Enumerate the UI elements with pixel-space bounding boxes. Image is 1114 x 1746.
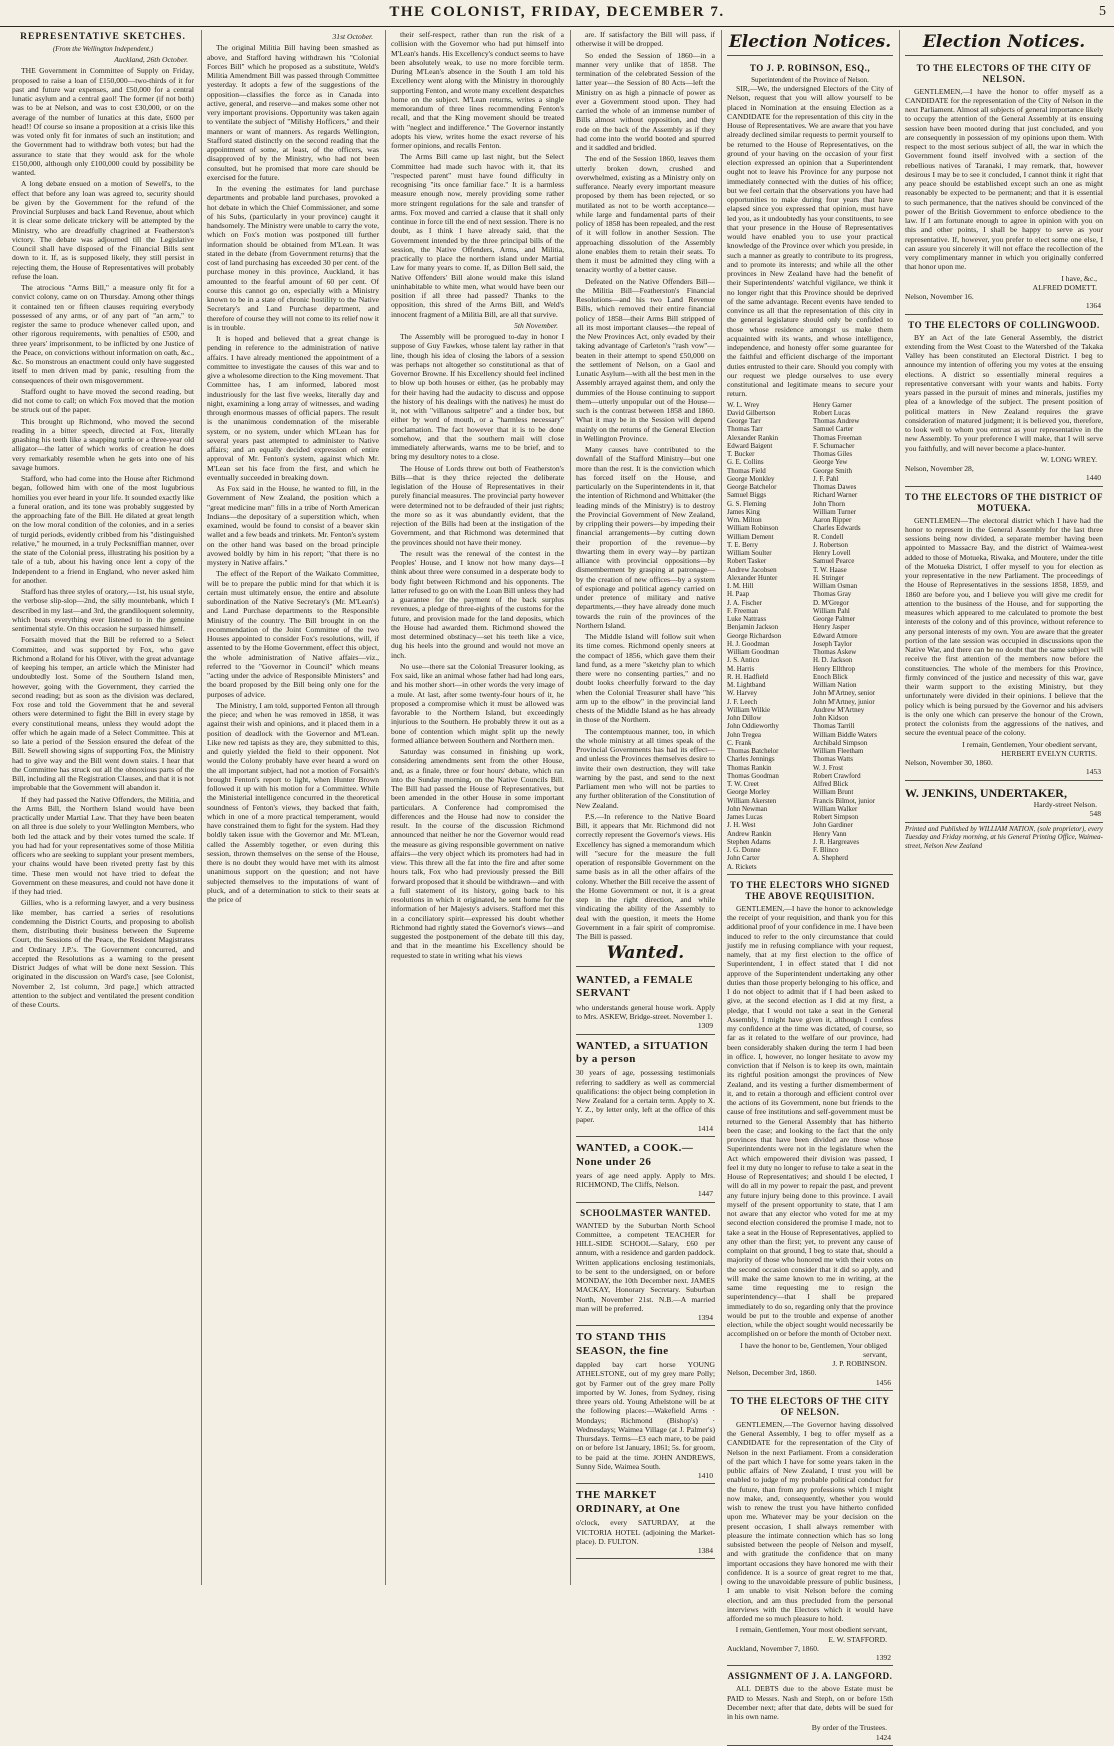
signatory-name: Stephen Adams (727, 837, 771, 846)
signatory-name: Benjamin Jackson (727, 623, 779, 632)
classified-ad (576, 1205, 715, 1327)
notice-signature: E. W. STAFFORD. (828, 1634, 887, 1644)
signatory-name: Charles Jennings (727, 755, 775, 764)
ad-title: WANTED, a SITUATION by a person (576, 1039, 709, 1065)
signatory-name: William Dement (727, 532, 774, 541)
paragraph: Saturday was consumed in finishing up work, considering amendments sent from the other House, and, as a finale, three or four hours' debate, which ran into the Sunday morning, on the Native Councils Bill. The Bill had passed the House of Representatives, but been amended in the other House in some important particulars. A Conference had compromised the differences and the House had now to consider the result. In the course of the discussion Richmond announced that neither he nor the Governor would read the measure as giving responsible government on native affairs—the very object which its promoters had had in view. This threw all the fat into the fire and after some hours talk, Fox who had previously pressed the Bill forward proposed that it should be withdrawn—and with a full statement of its history, going back to his resolutions in which it originated, he sent home for the information of her Majesty's advisers. Stafford met this in a conciliatory spirit—expressed his doubt whether Richmond had rightly stated the Governor's views—and suggested the postponement of the debate till this day, and that in the meantime his Excellency should be requested to state in writing what his views (391, 747, 564, 960)
signatory-name: David Gilbertson (727, 408, 776, 417)
signatory-name: Thomas Askew (813, 648, 857, 657)
column-rule (570, 30, 571, 1585)
notice-title: TO THE ELECTORS OF THE CITY OF NELSON. (916, 62, 1092, 84)
dateline: 5th November. (514, 320, 558, 330)
signatory-name: T. W. Creet (727, 780, 759, 789)
signatory-name: William Biddle Waters (813, 730, 877, 739)
signatory-name: Luke Nattrass (727, 615, 767, 624)
signatory-name: Robert Simpson (813, 813, 859, 822)
signatory-name: A. Rickets (727, 862, 757, 871)
signatory-name: John Gardiner (813, 821, 853, 830)
signatory-name: John Thorn (813, 499, 845, 508)
ad-text: WANTED by the Suburban North School Committee, a competent TEACHER for HILL-SIDE SCHOOL—Salary, £60 per annum, with a residence and garden paddock. Written applications enclosing testimonials, to be sent to the undersigned, on or before MONDAY, the 10th December next. JAMES MACKAY, Honorary Secretary. Suburban North, November 21st. N.B.—A married man will be preferred. (576, 1220, 715, 1313)
ad-text: 30 years of age, possessing testimonials referring to saddlery as well as commercial qualifications: the object being completion in New Zealand for a certain term. Apply to X. Y. Z., by letter only, left at the office of this paper. (576, 1068, 715, 1124)
notice-date: Nelson, November 28, (905, 464, 974, 474)
paragraph: The Assembly will be prorogued to-day in honor I suppose of Guy Fawkes, whose talent lay rather in that line, though his idea of closing the labors of a session was perhaps not altogether so constitutional as that of Governor Browne. If his Excellency should feel inclined to blow up both houses or either, (as he probably may for their having had the audacity to discuss and oppose the history of his dealings with the natives) he must do it, not with "villanous saltpetre" and a tinder box, but either by word of mouth, or a "harmless necessary" proclamation. The fact however that it is to be done somehow, and that the southern mail will close immediately afterwards, warns me to be brief, and to bring my desultory notes to a close. (391, 332, 564, 462)
signatory-name: H. Stringer (813, 573, 845, 582)
signatory-name: Henry Lovell (813, 549, 851, 558)
signatory-name: F. Freeman (727, 606, 759, 615)
ad-number: 548 (1089, 809, 1101, 819)
signatory-name: William Nation (813, 681, 857, 690)
signatory-name: William Turner (813, 507, 857, 516)
notice-title: TO THE ELECTORS OF THE DISTRICT OF MOTUEKA. (905, 491, 1103, 513)
signatory-name: H. D. Jackson (813, 656, 853, 665)
signatory-name: Robert Lucas (813, 408, 851, 417)
signatory-name: Samuel Pearce (813, 557, 855, 566)
signatory-name: George Morley (727, 788, 770, 797)
ad-number: 1394 (697, 1313, 713, 1323)
paragraph: No use—there sat the Colonial Treasurer looking, as Fox said, like an animal whose father had had long ears, and his mother short—in other words the very image of a mule. At last, after some twenty-four hours of it, he proposed a compromise which it must be allowed was favorable to the Northern Island, but exceedingly injurious to the Southern. He probably threw it out as a bone of contention which might split up the newly formed alliance between Southern and Northern men. (391, 661, 564, 745)
paragraph: The Arms Bill came up last night, but the Select Committee had made such havoc with it, that its "respected parent" must have found difficulty in recognising "its once familiar face." It is a harmless measure enough now, merely providing some rather more stringent regulations for the sale and transfer of arms. Fox moved and carried a clause that it shall only continue in force till the end of next session. There is no doubt, as I think I have already said, that the Government intended by the three principal bills of the session, the Native Offenders, Arms, and Militia, practically to place the northern island under Martial Law for many years to come. If, as Dillon Bell said, the Native Offenders' Bill alone would make this island uninhabitable to white men, what would have been our position if all three had passed? Thanks to the opposition, this shred of the Arms Bill, and Weld's innocent fragment of a Militia Bill, are all that survive. (391, 152, 564, 319)
paragraph: In the evening the estimates for land purchase departments and probable land purchases, provoked a hot debate in which the Chief Commissioner, and some of his Subs, (particularly in your province) caught it handsomely. The Ministry were unable to carry the vote, which on Fox's motion was postponed till further information should be obtained from M'Lean. It was stated in the debate (from Government returns) that the cost of land purchasing has exceeded 30 per cent. of the purchase money in this province, Auckland, it has amounted to the fearful amount of 60 per cent. Of course this cannot go on, especially with a Ministry known to be in a state of chronic hostility to the Native Secretary's and Land Purchase department, and therefore of course they will not come to its relief now it is in trouble. (207, 184, 379, 332)
page-number: 5 (1099, 4, 1106, 19)
signatory-name: D. M'Gregor (813, 598, 849, 607)
paragraph: Many causes have contributed to the downfall of the Stafford Ministry—but one more than the rest. It is the conviction which has forced itself on the House, and particularly on the Superintendents in it, that the intention of Richmond and Whittaker (the leading minds of the Ministry) is to destroy the Provincial Government of New Zealand, by crippling their powers—by impeding their financial arrangements—by cutting down their proportion of the revenue—by thwarting them in every way—by partizan alliance with provincial oppositions—by dismemberment by grasping at patronage—by the creation of new offices—by a system of espionage and political agency carried on under pretence of military and native departments,—they have already done much towards the ruin of the provinces of the Northern Island. (576, 445, 715, 630)
signatory-name: Charles Edwards (813, 524, 861, 533)
signatory-name: Andrew Rankin (727, 829, 772, 838)
notice-subtitle: Superintendent of the Province of Nelson. (751, 75, 869, 84)
paragraph: The Middle Island will follow suit when its time comes. Richmond openly sneers at the compact of 1856, which gave them their land fund, as a mere "sketchy plan to which there were no consenting parties," and no doubt looks cheerfully forward to the day when the Colonial Treasurer shall have "his arm up to the elbow" in the provincial land chests of the Middle Island as he has already in those of the Northern. (576, 632, 715, 725)
signatory-name: John Carter (727, 854, 760, 863)
signatory-name: H. J. Goodman (727, 639, 770, 648)
paragraph: Stafford ought to have moved the second reading, but did not come to call; on which Fox moved that the motion be struck out of the paper. (12, 386, 194, 415)
signatory-name: W. Harvey (727, 689, 758, 698)
signatory-name: Henry Ellthrop (813, 664, 856, 673)
signatory-name: John Kidson (813, 714, 849, 723)
signatory-name: John Tregea (727, 730, 762, 739)
signatory-name: J. A. Fischer (727, 598, 762, 607)
signatory-name: Wm. Milton (727, 516, 762, 525)
signatory-name: Thomas Watts (813, 755, 853, 764)
signatory-name: George Smith (813, 466, 852, 475)
signatory-name: M. Harris (727, 664, 755, 673)
signatory-name: T. Bucker (727, 450, 755, 459)
signatory-name: Thomas Freeman (813, 433, 862, 442)
signatory-name: George Batchelor (727, 483, 777, 492)
signatory-name: William Pahl (813, 606, 850, 615)
paragraph: It is hoped and believed that a great change is pending in reference to the administration of native affairs. I have already mentioned the appointment of a committee to investigate the causes of this war and to give a wholesome direction to the King movement. That Committee has, I am informed, labored most industriously for the last five weeks, literally day and night, examining a long array of witnesses, and wading through enormous masses of official papers. The result is the unanimous condemnation of the miserable system, or no system, under which M'Lean has for several years past attempted to administer to Native affairs; and an equally decided expression of entire approval of Mr. Fenton's system, against which Mr. M'Lean set his face from the first, and which he eventually succeeded in breaking down. (207, 334, 379, 482)
signatory-name: James King (727, 507, 760, 516)
signatory-column (727, 401, 807, 871)
notice-text: BY an Act of the late General Assembly, the district extending from the West Coast to the Watershed of the Takaka Valley has been constituted an Electoral District. I beg to announce my intention of offering you my votes at the ensuing elections. A district so essentially mineral requires a representative conversant with your wants and habits. Forty years passed in the pursuit of mines and minerals, justifies my plea of a knowledge of the subject. The present position of political matters in New Zealand requires the grave consideration of matured judgment; it is believed you, therefore, to look well to whom you entrust as your representative in the new Assembly. To your preference I will make, that I will serve you faithfully, and will never become a place-hunter. (905, 332, 1103, 453)
signatory-name: Henry Jasper (813, 623, 850, 632)
notice-number: 1392 (875, 1653, 891, 1663)
notice-number: 1453 (1085, 767, 1101, 777)
assignment-notice (727, 1668, 893, 1745)
signatory-name: Joseph Taylor (813, 639, 852, 648)
signatory-name: J. S. Antico (727, 656, 760, 665)
undertaker-ad (905, 783, 1103, 823)
signatory-name: Samuel Biggs (727, 491, 767, 500)
column-2 (207, 30, 379, 1585)
signatory-name: F. Schumacher (813, 441, 855, 450)
requisition-notice (727, 60, 893, 875)
signatory-name: Henry Vann (813, 829, 847, 838)
paragraph: The result was the renewal of the contest in the Peoples' House, and I know not how many days—I think about three were consumed in a desperate body to body fight between Richmond and his opponents. The latter refused to go on with the Loan Bill unless they had a guarantee for the payment of the back surplus revenues, a pledge of three-eights of the customs for the future, and provision made for the land deposits, which the House had awarded them. Richmond showed the most determined obstinacy—set his teeth like a vice, dug his heels into the ground and would not move an inch. (391, 548, 564, 660)
notice-number: 1440 (1085, 473, 1101, 483)
dateline: Auckland, 26th October. (114, 55, 188, 65)
column-4 (576, 30, 715, 1585)
signatory-name: Alexander Hunter (727, 573, 778, 582)
signatory-name: William Robinson (727, 524, 779, 533)
signatory-name: William Fleetham (813, 747, 864, 756)
ad-number: 1414 (697, 1123, 713, 1133)
signatory-name: William Goodman (727, 648, 780, 657)
signatory-name: A. Shepherd (813, 854, 848, 863)
paragraph: The effect of the Report of the Waikato Committee, will be to prepare the public mind for that which it is certain must ultimately ensue, the entire and absolute subordination of the Native Secretary's (Mr. M'Lean's) and Land Purchase departments to the Responsible Ministry of the country. The Bill brought in on the recommendation of the Joint Committee of the two Houses appointed to consider Fox's resolutions, will, if assented to by the Home Government, effect this object, the whole administration of Native affairs—viz., referred to the "Governor in Council" which means "acting under the advice of Responsible Ministers" and the board proposed by the Bill being only one for the purposes of advice. (207, 569, 379, 699)
paragraph: Gillies, who is a reforming lawyer, and a very business like member, has carried a series of resolutions condemning the District Courts, and proposing to abolish them, distributing their business between the Supreme Court, the Sessions of the Peace, the Resident Magistrates and Ordinary J.P.'s. The Government concurred, and accepted the Resolutions as a warning to the present District Judges of what will be done next Session. This originated in the discussion on Ward's case, [see Colonist, November 2, 1st column, 3rd page,] which attracted attention to the subject and ventilated the present condition of these Courts. (12, 898, 194, 1010)
domett-notice (905, 60, 1103, 315)
signatory-name: Andrew Jacobsen (727, 565, 777, 574)
paragraph: The end of the Session 1860, leaves them utterly broken down, crushed and overwhelmed, existing as a Ministry only on sufferance. Nearly every important measure proposed by them has been rejected, or so mutilated as not to be worth acceptance—while large and fundamental parts of their policy of 1858 has been repealed, and the rest of it will follow in another Session. The approaching dissolution of the Assembly alone enables them to retain their seats. To them it must be admitted they cling with a tenacity worthy of a better cause. (576, 154, 715, 275)
notice-signature: HERBERT EVELYN CURTIS. (1001, 748, 1097, 758)
signatory-name: Thomas Dawes (813, 483, 857, 492)
signatory-name: J. H. West (727, 821, 756, 830)
signatory-name: Henry Garner (813, 400, 852, 409)
signatory-name: C. Frank (727, 738, 752, 747)
notice-close: I have, &c., (1061, 273, 1097, 283)
paragraph: their self-respect, rather than run the risk of a collision with the Governor who had put himself into M'Lean's hands. His Excellency's conduct seems to have been absolutely weak, to use no more forcible term. During M'Lean's absence in the South I am told his Excellency went along with the Ministry in thoroughly supporting Fenton, and wrote many excellent despatches home on the subject. M'Lean returns, writes a single memorandum of three lines recommending Fenton's recall, and that the King movement should be treated with "neglect and indifference." The Governor instantly adopts his view, writes home the exact reverse of his former opinions, and recalls Fenton. (391, 30, 564, 150)
signatory-name: J. F. Leech (727, 697, 758, 706)
source-line: (From the Wellington Independent.) (52, 44, 154, 53)
paragraph: So ended the Session of 1860—in a manner very unlike that of 1858. The termination of the celebrated Session of the latter year—the Session of 80 Acts—left the Ministry on as high a pinnacle of power as ever a Government stood upon. They had carried the whole of an immense number of Bills almost without opposition, and they rode on the back of the Assembly as if they had come into the world booted and spurred and it saddled and bridled. (576, 50, 715, 152)
notice-text: ALL DEBTS due to the above Estate must be PAID to Messrs. Nash and Steph, on or before 15th December next; after that date, debts will be sued for in his own name. (727, 1684, 893, 1722)
notice-date: Auckland, November 7, 1860. (727, 1643, 819, 1653)
column-rule (899, 30, 900, 1585)
classified-ad (576, 1037, 715, 1138)
paragraph: The contemptuous manner, too, in which the whole ministry at all times speak of the Provincial Governments has had its effect—and unless the Provinces themselves desire to invite their own destruction, they will take warning by the past, and send to the next Parliament men who will not be parties to any further obliteration of the Constitution of New Zealand. (576, 726, 715, 810)
ad-text: who understands general house work. Apply to Mrs. ASKEW, Bridge-street. November 1. (576, 1002, 715, 1022)
notice-text: GENTLEMEN,—The Governor having dissolved the General Assembly, I beg to offer myself as a CANDIDATE for the representation of the City of Nelson in the next Parliament. From a consideration of the part which I have for some years taken in the public affairs of New Zealand, I trust you will be enabled to judge of my probable political conduct for the future, than from any professions which I might now make, and, consequently, whether you would wish to renew the trust you have hitherto confided upon me. Whatever may be your decision on the present occasion, I shall always remember with pleasure the intimate connection which has so long subsisted between the people of Nelson and myself, and with gratitude the confidence that on many important occasions they have honored me with their confidence. It is a source of great regret to me that, owing to the unavoidable pressure of public business, I am unable to visit Nelson before the coming election, and am thus precluded from the personal interviews with the Electors which it would have afforded me so much pleasure to hold. (727, 1419, 893, 1624)
notice-signature: W. LONG WREY. (1040, 454, 1097, 464)
signatory-name: R. H. Hadfield (727, 672, 769, 681)
notice-close: I have the honor to be, Gentlemen, Your obliged servant, (740, 1340, 887, 1359)
ad-number: 1410 (697, 1471, 713, 1481)
notice-title: ASSIGNMENT OF J. A. LANGFORD. (727, 1671, 893, 1682)
signatory-name: W. J. Frost (813, 763, 844, 772)
column-3 (391, 30, 564, 1585)
notice-text: GENTLEMEN—The electoral district which I have had the honor to represent in the General Assembly for the last three sessions being now divided, a separate member having been appointed to Massacre Bay, and the district of Waimea-west added to those of Motueka, Riwaka, and Moutere, under the title of the Motueka District, I offer myself to you for election as your representative in the new Parliament. The proceedings of the House of Representatives in the sessions 1858, 1859, and 1860 are before you, and I believe you will give me credit for attention to the business of the House, and for supporting the measures which appeared to me calculated to promote the best interests of the colony and of this province, without reference to any personal interests of my own. You are aware that the greater portion of the late session was occupied in discussions upon the Native War, and there can be no doubt that the same subject will receive the first attention of the members now before the constituencies. The whole of the members for this Province, firmly convinced of the justice and necessity of this war, gave their warm support to the existing Ministry, but they unfortunately were divided in their opinions. I believe that the policy which is being pursued by the Governor and his advisers is the only one which can preserve the honour of the Crown, protect the colonists from the aggressions of the natives, and secure the eventual peace of the colony. (905, 515, 1103, 738)
notice-date: Nelson, December 3rd, 1860. (727, 1368, 817, 1378)
wrey-notice (905, 317, 1103, 487)
ad-text: o'clock, every SATURDAY, at the VICTORIA HOTEL (adjoining the Market-place). D. FULTON. (576, 1518, 715, 1546)
classified-ad (576, 1139, 715, 1203)
notice-title: TO THE ELECTORS OF THE CITY OF NELSON. (730, 1395, 890, 1417)
notice-date: Nelson, November 16. (905, 292, 974, 302)
ad-title: WANTED, a COOK.—None under 26 (576, 1142, 694, 1168)
ad-title: SCHOOLMASTER WANTED. (580, 1207, 711, 1218)
signatory-name: G. E. Collins (727, 458, 764, 467)
signatory-name: George Monkley (727, 474, 775, 483)
stafford-notice (727, 1393, 893, 1666)
signatory-name: I. M. Hill (727, 582, 754, 591)
paragraph: If they had passed the Native Offenders, the Militia, and the Arms Bill, the Northern Island would have been practically under Martial Law. That they have been beaten on all three is due solely to your Wellington Members, who both led the attack and by their votes turned the scale. If you had had for your representatives some of those Militia officers who are seeking to supplant your present members, your chains would have been riveted pretty fast by this time. These men would not have tried to defeat the Government on these measures, and could not have done it if they had tried. (12, 794, 194, 897)
paragraph: Stafford has three styles of oratory,—1st, his usual style, the verbose slip-slop—2nd, the silly mountebank, which I described in my last—and 3rd, the grandiloquent solemnity, which beats everything ever listened to in the genuine sentimental style. On this occasion he surpassed himself. (12, 587, 194, 634)
election-notices-heading: Election Notices. (905, 32, 1103, 56)
notice-signature: J. P. ROBINSON. (832, 1359, 887, 1369)
ad-title: TO STAND THIS SEASON, the fine (576, 1331, 669, 1357)
dateline: 31st October. (332, 32, 373, 41)
signatory-name: M. Lightband (727, 681, 766, 690)
signatory-name: William Wilkie (727, 705, 771, 714)
signatory-name: Francis Bilmot, junior (813, 796, 876, 805)
notice-title: TO THE ELECTORS OF COLLINGWOOD. (908, 319, 1100, 330)
ad-number: 1384 (697, 1546, 713, 1556)
column-5 (727, 30, 893, 1742)
signatory-name: John M'Artney, junior (813, 697, 875, 706)
election-notices-heading: Election Notices. (727, 32, 893, 56)
signatory-name: J. G. Donne (727, 846, 761, 855)
notice-text: GENTLEMEN,—I have the honor to offer myself as a CANDIDATE for the representation of the City of Nelson in the next Parliament. Almost all subjects of general importance likely to occupy the attention of the General Assembly at its ensuing session have been mooted during that just concluded, and you are consequently in possession of my opinions upon them. With respect to the most serious subject of all, the war in which the Government found itself involved with a section of the rebellious natives of Taranaki, I may remark, that, however desirous I may be to see it concluded, I cannot think it right that any peace should be established except such an one as might reasonably be expected to be permanent; and that it is essential to such permanence, that the natives should be convinced of the power of the British Government to enforce obedience to the law. If I am fortunate enough to agree in opinion with you on this and other points, I shall be happy to serve as your representative. If, however, you prefer to elect some one else, I can assure you sincerely it will not efface the recollection of the very complimentary manner in which you originally conferred that honor upon me. (905, 86, 1103, 272)
ad-address: Hardy-street Nelson. (1033, 800, 1097, 810)
signatory-name: Thomas Batchelor (727, 747, 779, 756)
notice-number: 1424 (875, 1732, 891, 1742)
signatory-name: Thomas Rankin (727, 763, 772, 772)
signatory-name: John Dillow (727, 714, 762, 723)
notice-signature: By order of the Trustees. (811, 1723, 887, 1733)
paragraph: are. If satisfactory the Bill will pass, if otherwise it will be dropped. (576, 30, 715, 49)
paragraph: P.S.—In reference to the Native Board Bill, it appears that Mr. Richmond did not correctly represent the Governor's views. His Excellency has signed a memorandum which will "secure for the measure the full operation of responsible Government on the same basis as in all the other affairs of the colony. Whether the Bill receive the assent of the Home Government or not, it is a great step in the right direction, and while vindicating the ability of the Assembly to deal with the question, it meets the Home Government in a fair spirit of compromise. The Bill is passed. (576, 811, 715, 941)
paragraph: The original Militia Bill having been smashed as above, and Stafford having withdrawn his "Colonial Forces Bill" which he proposed as a substitute, Weld's Militia Amendment Bill was passed through Committee yesterday. It adopts a few of the suggestions of the opposition—classifies the force as in Canada into active, general, and reserve—and makes some other not very important provisions. Opportunity was taken again to ventilate the subject of "Milishy Hofficers," and their manners or want of manners. As regards Wellington, Stafford stated distinctly on the second reading that the appointment of some, at least, of the officers, was disapproved of by the Ministry, who had not been consulted, but he promised that more care should be exercised for the future. (207, 43, 379, 182)
section-heading: REPRESENTATIVE SKETCHES. (20, 32, 186, 42)
signatory-name: Aaron Ripper (813, 516, 852, 525)
paragraph: This brought up Richmond, who moved the second reading in a bitter speech, directed at Fox, literally gnashing his teeth like a snapping turtle or a three-year old alligator—the latter of which works of creation he does very remarkably resemble when he gets into one of his savage humors. (12, 416, 194, 472)
signatory-name: Thomas Field (727, 466, 766, 475)
signatory-name: William Brunt (813, 788, 854, 797)
paragraph: Forsaith moved that the Bill be referred to a Select Committee, and was supported by Fox, who gave Richmond a Roland for his Oliver, with the great advantage of keeping his temper, an article which the Minister had undoubtedly lost. Some of the Southern Island men, however, going with the Government, they carried the second reading; but as soon as the division was declared, Fox rose and told the Government that he and several others were determined to fight the Bill in every stage by every constitutional means, unless they would adopt the offer which he again made of a Select Committee. This at so late a period of the Session ensured the defeat of the Bill. Sewell showing signs of supporting Fox, the Ministry had to give way and the Bill went down stairs. I hear that the Committee has struck out all the obnoxious parts of the Bill, including all the Registration Clauses, and that it is not improbable that the Government will abandon it. (12, 635, 194, 793)
printer-imprint: Printed and Published by WILLIAM NATION, (sole proprietor), every Tuesday and Friday morning, at his General Printing Office, Waimea-street, Nelson New Zealand (905, 824, 1103, 850)
paragraph: Defeated on the Native Offenders Bill—the Militia Bill—Featherston's Financial Resolutions—and his two Land Revenue Bills, which removed their entire financial policy of 1858—their Arms Bill stripped of all its most important clauses—the repeal of the New Provinces Act, only evaded by their taking advantage of Carleton's "rash vow"—beaten in their attempt to spend £50,000 on the settlement of Nelson, on a Gaol and Lunatic Asylum—with all the best men in the Assembly arrayed against them, and only the dummies of the House continuing to support them—utterly unpopular out of the House—such is the contrast between 1858 and 1860. What it may be in the Session will depend mainly on the returns of the General Election in Wellington Province. (576, 276, 715, 443)
ad-number: 1447 (697, 1189, 713, 1199)
signatory-name: Alfred Blick (813, 780, 849, 789)
signatory-name: William Walker (813, 804, 858, 813)
signatory-name: John M'Artney, senior (813, 689, 876, 698)
signatory-name: Alexander Rankin (727, 433, 779, 442)
paragraph: The Ministry, I am told, supported Fenton all through the piece; and when he was removed in 1858, it was against their wish and opinions, and it placed them in a position of deadlock with the Governor and M'Lean. Like new red tapists as they are, they submitted to this, and quietly yielded the field to their opponent. Not would the Colony probably have ever heard a word on the all important subject, had not a motion of Forsaith's brought Fenton's report to light, when Hunter Brown followed it up with his motion for a Committee. While the Ministerial intelligence concurred in the theoretical soundness of Fenton's views, they backed that faith, which in one of a more practical temperament, would have constrained them to fight for the system. Had they boldly taken issue with the Governor and Mr. M'Lean, called the Assembly together, or even during this session, thrown themselves on the sense of the House, there is no doubt they would have met with its almost unanimous support on the question; and not have subjected themselves to the imputations of want of pluck, and of a determination to stick to their seats at the price of (207, 700, 379, 904)
signatory-list (727, 401, 893, 871)
signatory-name: W. L. Wrey (727, 400, 760, 409)
signatory-column (813, 401, 893, 871)
paragraph: A long debate ensued on a motion of Sewell's, to the effect that before any loan was agreed to, security should be given by the Government for the refund of the Provincial Surpluses and back Land Revenue, about which it is clear some delicate trickery will be attempted by the Ministry, who are dreadfully chagrined at Featherston's victory. The debate was adjourned till the Legislative Council shall have disposed of the Financial Bills sent down to it. If, as is supposed likely, they still persist in rejecting them, the House of Representatives will probably refuse the loan. (12, 179, 194, 281)
column-rule (721, 30, 722, 1585)
notice-text: GENTLEMEN,—I have the honor to acknowledge the receipt of your requisition, and thank you for this additional proof of your confidence in me. I have been induced to refer to the only circumstance that could justify me in refusing compliance with your request, namely, that at my first election to the office of Superintendent, I in effect stated that I did not approve of the Superintendent undertaking any other duties than those properly belonging to his office, and I do not object to admit that if I had been asked to give, at the second election as I did at my first, a pledge, that I would not take a seat in the General Assembly, I might have given it, although I confess my confidence at the time was dictated, of course, so far as it related to the welfare of our province, had been considerably shaken during the term I had been in office. I, however, no longer hesitate to avow my conviction that if Nelson is to keep its own, maintain its rightful position amongst the provinces of New Zealand, and its vesting a further dismemberment of it, and to retain a thorough and efficient control over the actions of its Government, none but friends to the cause of free institutions and self-government must be returned to the General Assembly that has hitherto been the case; and looking to the fact that the only provinces that have been divided are those whose Superintendents were not in the legislature when the Act which empowered their division was passed, I feel it my duty no longer to refuse to take a seat in the House of Representatives; and should I be elected, I will do all in my power to repair the past, and prevent any future injury being done to this province. I avail myself of the present opportunity to state, that I am not aware that any elector who voted for me at my second election considered the promise I made, not to take a seat in the House of Representatives, applied to any other than the first; yet, to prevent any cause of complaint on that ground, I beg to state that, should a majority of those who honored me with their votes on the second occasion consider that it did so apply, and will make the same known to me in writing, at the same time requesting me to resign the superintendency—that I shall be prepared immediately to do so, regarding only that the province would be put to the trouble and expense of another election, while the object sought would necessarily be accomplished on or before the month of October next. (727, 903, 893, 1339)
signatory-name: J. Robertson (813, 540, 848, 549)
signatory-name: G. S. Fleming (727, 499, 767, 508)
signatory-name: J. F. Pahl (813, 474, 839, 483)
signatory-name: T. W. Haase (813, 565, 847, 574)
signatory-name: William Soulter (727, 549, 772, 558)
ad-title: W. JENKINS, UNDERTAKER, (905, 785, 1067, 800)
signatory-name: Thomas Tarrill (813, 722, 855, 731)
classified-ad (576, 1486, 715, 1559)
signatory-name: Thomas Andrew (813, 417, 860, 426)
notice-number: 1456 (875, 1377, 891, 1387)
signatory-name: George Yew (813, 458, 848, 467)
paragraph: Stafford, who had come into the House after Richmond began, followed him with one of the most lugubrious homilies you ever heard in your life. It sounded exactly like a funeral oration, and its tone was probably suggested by the approaching fate of the Bill. He dilated at great length on the low moral condition of the colonies, and in a series of turgid periods, evidently cribbed from his "distinguished relative," he mourned, in a truly Pecksniffian manner, over the state of the Colonial press, illustrating his position by a tale of a tub, about his having once lent a copy of the Independent to a friend in England, who never asked him for another. (12, 474, 194, 585)
signatory-name: Thomas Goodman (727, 771, 779, 780)
ad-title: THE MARKET ORDINARY, at One (576, 1489, 681, 1515)
ad-text: years of age need apply. Apply to Mrs. RICHMOND, The Cliffs, Nelson. (576, 1170, 715, 1190)
paragraph: The House of Lords threw out both of Featherston's Bills—that is they thrice rejected the deliberate legislation of the House of Representatives in their purely financial measures. The provincial party however were determined not to be defrauded of their just rights; the more so as it was abundantly evident, that the rejection of the Bills had been at the instigation of the Government, and that Richmond was determined that the provinces should not have their money. (391, 463, 564, 547)
signatory-name: James Lucas (727, 813, 763, 822)
notice-date: Nelson, November 30, 1860. (905, 758, 993, 768)
column-1 (12, 30, 194, 1585)
signatory-name: Thomas Gray (813, 590, 852, 599)
ad-number: 1309 (697, 1021, 713, 1031)
signatory-name: George Richardson (727, 631, 782, 640)
paragraph: The atrocious "Arms Bill," a measure only fit for a convict colony, came on on Thursday. Among other things it contained ten or fifteen clauses requiring everybody possessed of any arms, or of any part of "an arm," to register the same to produce whenever called upon, and other rigorous requirements, with penalties of £500, and three years' imprisonment, to be inflicted by one Justice of the Peace, on convictions without information on oath, &c., &c. So monstrous an enactment could only have suggested itself to men driven mad by panic, resulting from the consequences of their own misgovernment. (12, 283, 194, 385)
ad-title: WANTED, a FEMALE SERVANT (576, 973, 694, 1000)
classified-ad (576, 1328, 715, 1484)
classified-ad (576, 971, 715, 1035)
column-rule (385, 30, 386, 1585)
paragraph: As Fox said in the House, he wanted to fill, in the Government of New Zealand, the position which a "great medicine man" fills in a tribe of North American Indians—the depositary of a superstition which, when examined, would be found to consist of a beaver skin wallet and a few beads and trinkets. Mr. Fenton's system on the other hand was based on the broad principle avowed boldly by him in his report; "that there is no mystery in Native affairs." (207, 484, 379, 567)
reply-notice (727, 877, 893, 1391)
signatory-name: Thomas Giles (813, 450, 853, 459)
paragraph: THE Government in Committee of Supply on Friday, proposed to raise a loan of £150,000—two-thirds of it for past and future war expenses, and £50,000 for a central lunatic asylum and a central gaol! The former (if not both) was to be at Nelson, and was to cost £30,000, or on the average of the number of lunatics at this date, £600 per head!! Of course so insane a proposition at a crisis like this was voted only fit for inmates of such an institution; and the Government had to withdraw both votes; but had the assurance to state that they would ask for the whole £150,000, although only £100,000 could by possibility be wanted. (12, 66, 194, 178)
notice-title: TO THE ELECTORS WHO SIGNED THE ABOVE REQUISITION. (730, 879, 890, 901)
signatory-name: George Tarr (727, 417, 761, 426)
signatory-name: Samuel Carter (813, 425, 854, 434)
signatory-name: William Akersten (727, 796, 777, 805)
signatory-name: R. Condell (813, 532, 844, 541)
signatory-name: Richard Warner (813, 491, 858, 500)
wanted-heading: Wanted. (576, 943, 715, 967)
ad-text: dappled bay cart horse YOUNG ATHELSTONE, out of my grey mare Polly; got by Farmer out of the grey mare Polly imported by W. Jones, from Sydney, rising three years old. Young Athelstone will be at the following places:—Wakefield Arms · Mondays; Richmond (Bishop's) · Wednesdays; Waimea Village (at J. Palmer's) Thursdays. Terms—£3 each mare, to be paid on or before 1st January, 1861; 5s. for groom, to be paid at the time. JOHN ANDREWS, Sunny Side, Waimea South. (576, 1360, 715, 1471)
masthead-title: THE COLONIST, FRIDAY, DECEMBER 7. (389, 4, 725, 20)
signatory-name: Robert Tasker (727, 557, 767, 566)
signatory-name: Edward Atmore (813, 631, 858, 640)
notice-close: I remain, Gentlemen, Your most obedient servant, (735, 1625, 887, 1635)
signatory-name: George Palmer (813, 615, 856, 624)
signatory-name: Edward Baigent (727, 441, 773, 450)
signatory-name: T. E. Berry (727, 540, 758, 549)
signatory-name: Robert Crawford (813, 771, 861, 780)
signatory-name: John Oddieworthy (727, 722, 779, 731)
signatory-name: Enoch Blick (813, 672, 848, 681)
signatory-name: William Osman (813, 582, 858, 591)
signatory-name: Archibald Simpson (813, 738, 868, 747)
notice-title: TO J. P. ROBINSON, ESQ., (749, 62, 871, 73)
notice-number: 1364 (1085, 301, 1101, 311)
column-rule (201, 30, 202, 1585)
notice-signature: ALFRED DOMETT. (1032, 282, 1097, 292)
notice-close: I remain, Gentlemen, Your obedient servant, (962, 739, 1097, 749)
signatory-name: F. Blinco (813, 846, 839, 855)
masthead (0, 0, 1114, 27)
signatory-name: Andrew M'Artney (813, 705, 865, 714)
column-6 (905, 30, 1103, 1585)
signatory-name: J. R. Hargreaves (813, 837, 860, 846)
signatory-name: John Newman (727, 804, 768, 813)
curtis-notice (905, 489, 1103, 781)
notice-text: SIR,—We, the undersigned Electors of the City of Nelson, request that you will allow yourself to be placed in Nomination at the ensuing Election as a CANDIDATE for the representation of this city in the House of Representatives. We are aware that you have already declined similar requests to permit yourself to be returned to the House of Representatives, on the ground of your having on the occasion of your first election expressed an opinion that a Superintendent ought not to leave his Province for any purpose not immediately connected with the duties of his office; but we feel certain that the observations you have had opportunities to make during four years that have elapsed since you expressed that opinion, must have led you, as it undoubtedly has your constituents, to see that your presence in the House of Representatives would have enabled you to use your practical knowledge of the Province over which you preside, in such a manner as greatly to contribute to its progress, and to promote its interests; and while all the other provinces in New Zealand have had the benefit of their Superintendents' watchful vigilance, we think it no longer right that this Province should be deprived of the same advantage. Recent events have tended to convince us all that the representation of this city in the general legislature should only be confided to those whose residence amongst us make them acquainted with its wants, and whose intelligence, independence, and honesty offer some guarantee for the faithful and efficient discharge of the important duties entrusted to their care. Should you comply with our request we pledge ourselves to use every constitutional and legitimate means to secure your return. (727, 84, 893, 399)
signatory-name: H. Paap (727, 590, 750, 599)
signatory-name: Thomas Tarr (727, 425, 763, 434)
